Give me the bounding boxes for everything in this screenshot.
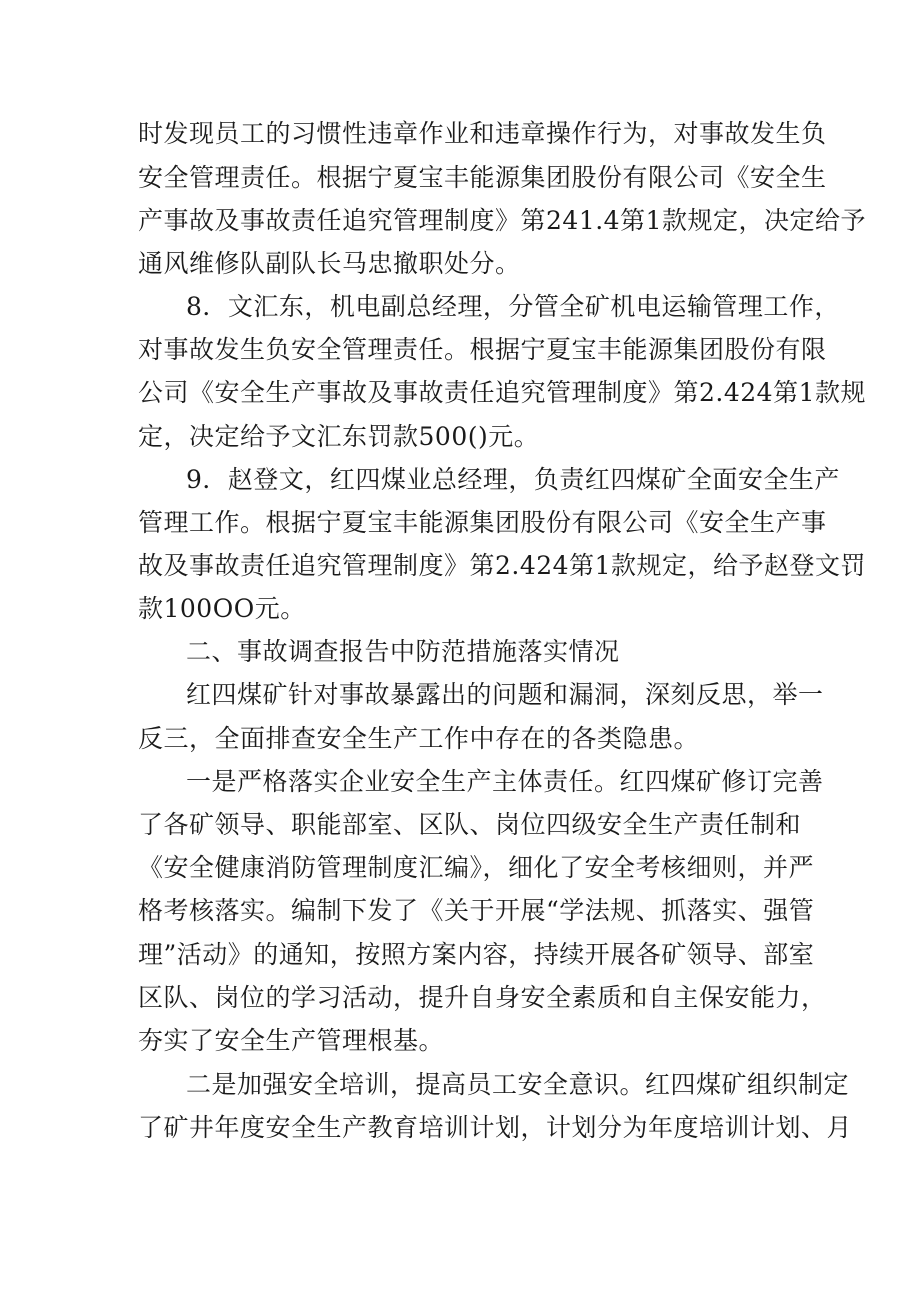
text-line: 理”活动》的通知，按照方案内容，持续开展各矿领导、部室 [138,940,815,969]
text-line: 款100OO元。 [138,594,306,623]
paragraph-start-item-8: 8．文汇东，机电副总经理，分管全矿机电运输管理工作， [186,292,840,321]
text-line: 公司《安全生产事故及事故责任追究管理制度》第2.424第1款规 [138,378,866,407]
text-line: 反三，全面排查安全生产工作中存在的各类隐患。 [138,724,700,753]
paragraph-start: 二是加强安全培训，提高员工安全意识。红四煤矿组织制定 [186,1070,850,1099]
text-line: 区队、岗位的学习活动，提升自身安全素质和自主保安能力， [138,983,827,1012]
text-line: 安全管理责任。根据宁夏宝丰能源集团股份有限公司《安全生 [138,163,827,192]
paragraph-start: 一是严格落实企业安全生产主体责任。红四煤矿修订完善 [186,767,824,796]
text-line: 了矿井年度安全生产教育培训计划，计划分为年度培训计划、月 [138,1113,853,1142]
text-line: 故及事故责任追究管理制度》第2.424第1款规定，给予赵登文罚 [138,551,866,580]
text-line: 《安全健康消防管理制度汇编》，细化了安全考核细则，并严 [138,853,815,882]
text-line: 格考核落实。编制下发了《关于开展“学法规、抓落实、强管 [138,896,815,925]
text-line: 定，决定给予文汇东罚款500()元。 [138,422,540,451]
section-heading: 二、事故调查报告中防范措施落实情况 [186,637,620,666]
text-line: 夯实了安全生产管理根基。 [138,1026,445,1055]
paragraph-start-item-9: 9．赵登文，红四煤业总经理，负责红四煤矿全面安全生产 [186,465,840,494]
text-line: 了各矿领导、职能部室、区队、岗位四级安全生产责任制和 [138,810,802,839]
paragraph-start: 红四煤矿针对事故暴露出的问题和漏洞，深刻反思，举一 [186,680,824,709]
text-line: 通风维修队副队长马忠撤职处分。 [138,249,521,278]
text-line: 时发现员工的习惯性违章作业和违章操作行为，对事故发生负 [138,119,827,148]
text-line: 产事故及事故责任追究管理制度》第241.4第1款规定，决定给予 [138,206,866,235]
text-line: 对事故发生负安全管理责任。根据宁夏宝丰能源集团股份有限 [138,335,827,364]
text-line: 管理工作。根据宁夏宝丰能源集团股份有限公司《安全生产事 [138,508,827,537]
